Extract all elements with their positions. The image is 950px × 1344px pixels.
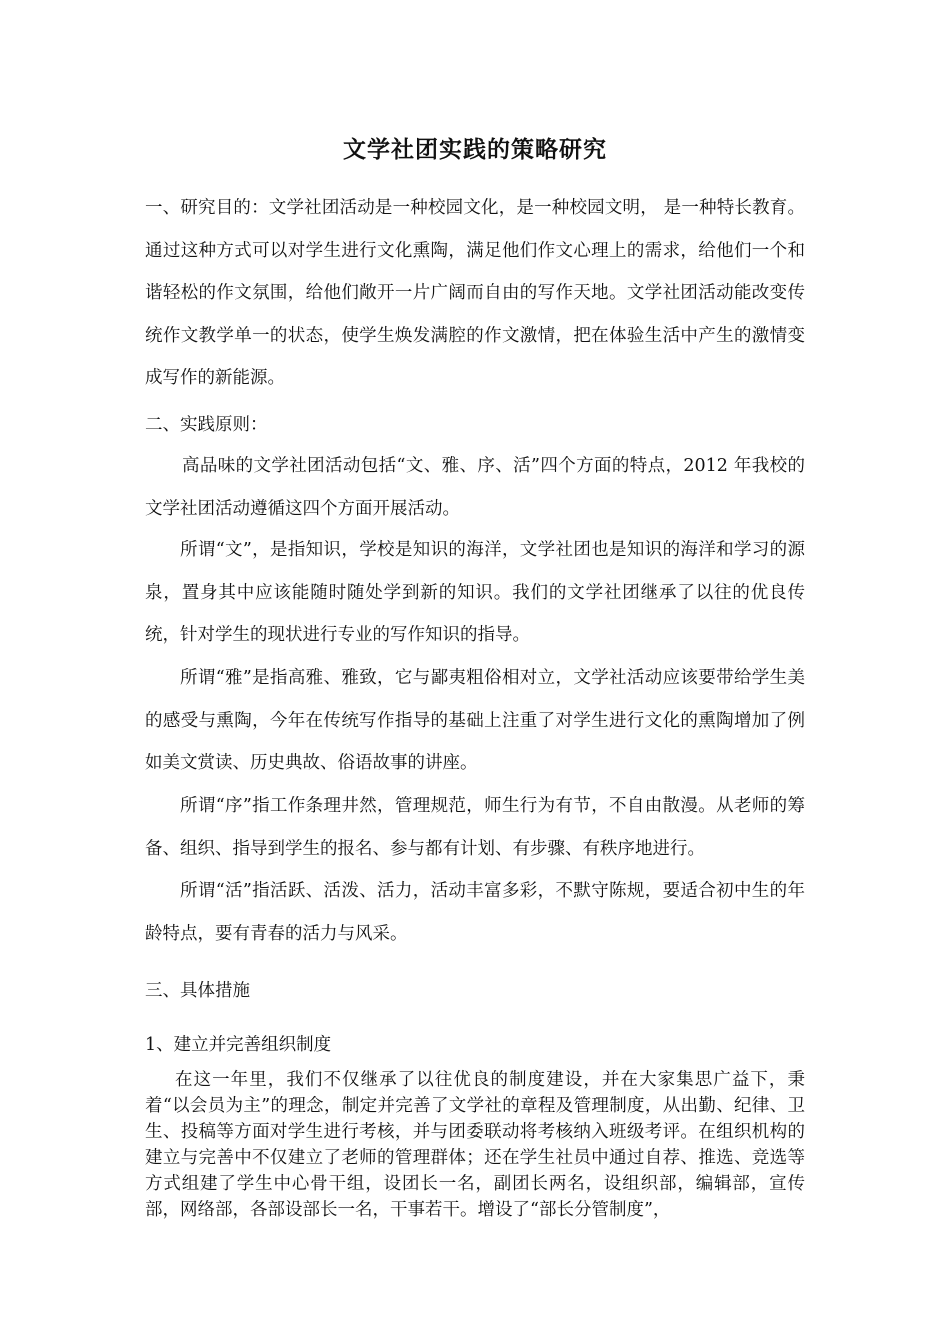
- principle-wen-paragraph: 所谓“文”，是指知识，学校是知识的海洋，文学社团也是知识的海洋和学习的源泉，置身其中应该能随时随处学到新的知识。我们的文学社团继承了以往的优良传统，针对学生的现状进行专业的写作知识的指导。: [145, 540, 805, 645]
- principles-intro-paragraph: 高品味的文学社团活动包括“文、雅、序、活”四个方面的特点，2012 年我校的文学社团活动遵循这四个方面开展活动。: [145, 456, 805, 519]
- document-title: 文学社团实践的策略研究: [343, 137, 607, 163]
- principle-ya-paragraph: 所谓“雅”是指高雅、雅致，它与鄙夷粗俗相对立，文学社活动应该要带给学生美的感受与熏陶，今年在传统写作指导的基础上注重了对学生进行文化的熏陶增加了例如美文赏读、历史典故、俗语故事的讲座。: [145, 668, 805, 773]
- section-2-heading: 二、实践原则：: [145, 415, 268, 435]
- section-1-purpose: 一、研究目的：文学社团活动是一种校园文化，是一种校园文明， 是一种特长教育。通过这种方式可以对学生进行文化熏陶，满足他们作文心理上的需求，给他们一个和谐轻松的作文氛围，给他们敞开一片广阔而自由的写作天地。文学社团活动能改变传统作文教学单一的状态，使学生焕发满腔的作文激情，把在体验生活中产生的激情变成写作的新能源。: [145, 198, 805, 388]
- principle-huo-paragraph: 所谓“活”指活跃、活泼、活力，活动丰富多彩，不默守陈规，要适合初中生的年龄特点，要有青春的活力与风采。: [145, 881, 805, 944]
- measure-1-subheading: 1、建立并完善组织制度: [145, 1035, 332, 1055]
- measure-1-paragraph: 在这一年里，我们不仅继承了以往优良的制度建设，并在大家集思广益下，秉着“以会员为主”的理念，制定并完善了文学社的章程及管理制度，从出勤、纪律、卫生、投稿等方面对学生进行考核，并与团委联动将考核纳入班级考评。在组织机构的建立与完善中不仅建立了老师的管理群体；还在学生社员中通过自荐、推选、竞选等方式组建了学生中心骨干组，设团长一名，副团长两名，设组织部，编辑部，宣传部，网络部，各部设部长一名，干事若干。增设了“部长分管制度”，: [145, 1070, 805, 1220]
- principle-xu-paragraph: 所谓“序”指工作条理井然，管理规范，师生行为有节，不自由散漫。从老师的筹备、组织、指导到学生的报名、参与都有计划、有步骤、有秩序地进行。: [145, 796, 805, 859]
- section-3-heading: 三、具体措施: [145, 981, 250, 1001]
